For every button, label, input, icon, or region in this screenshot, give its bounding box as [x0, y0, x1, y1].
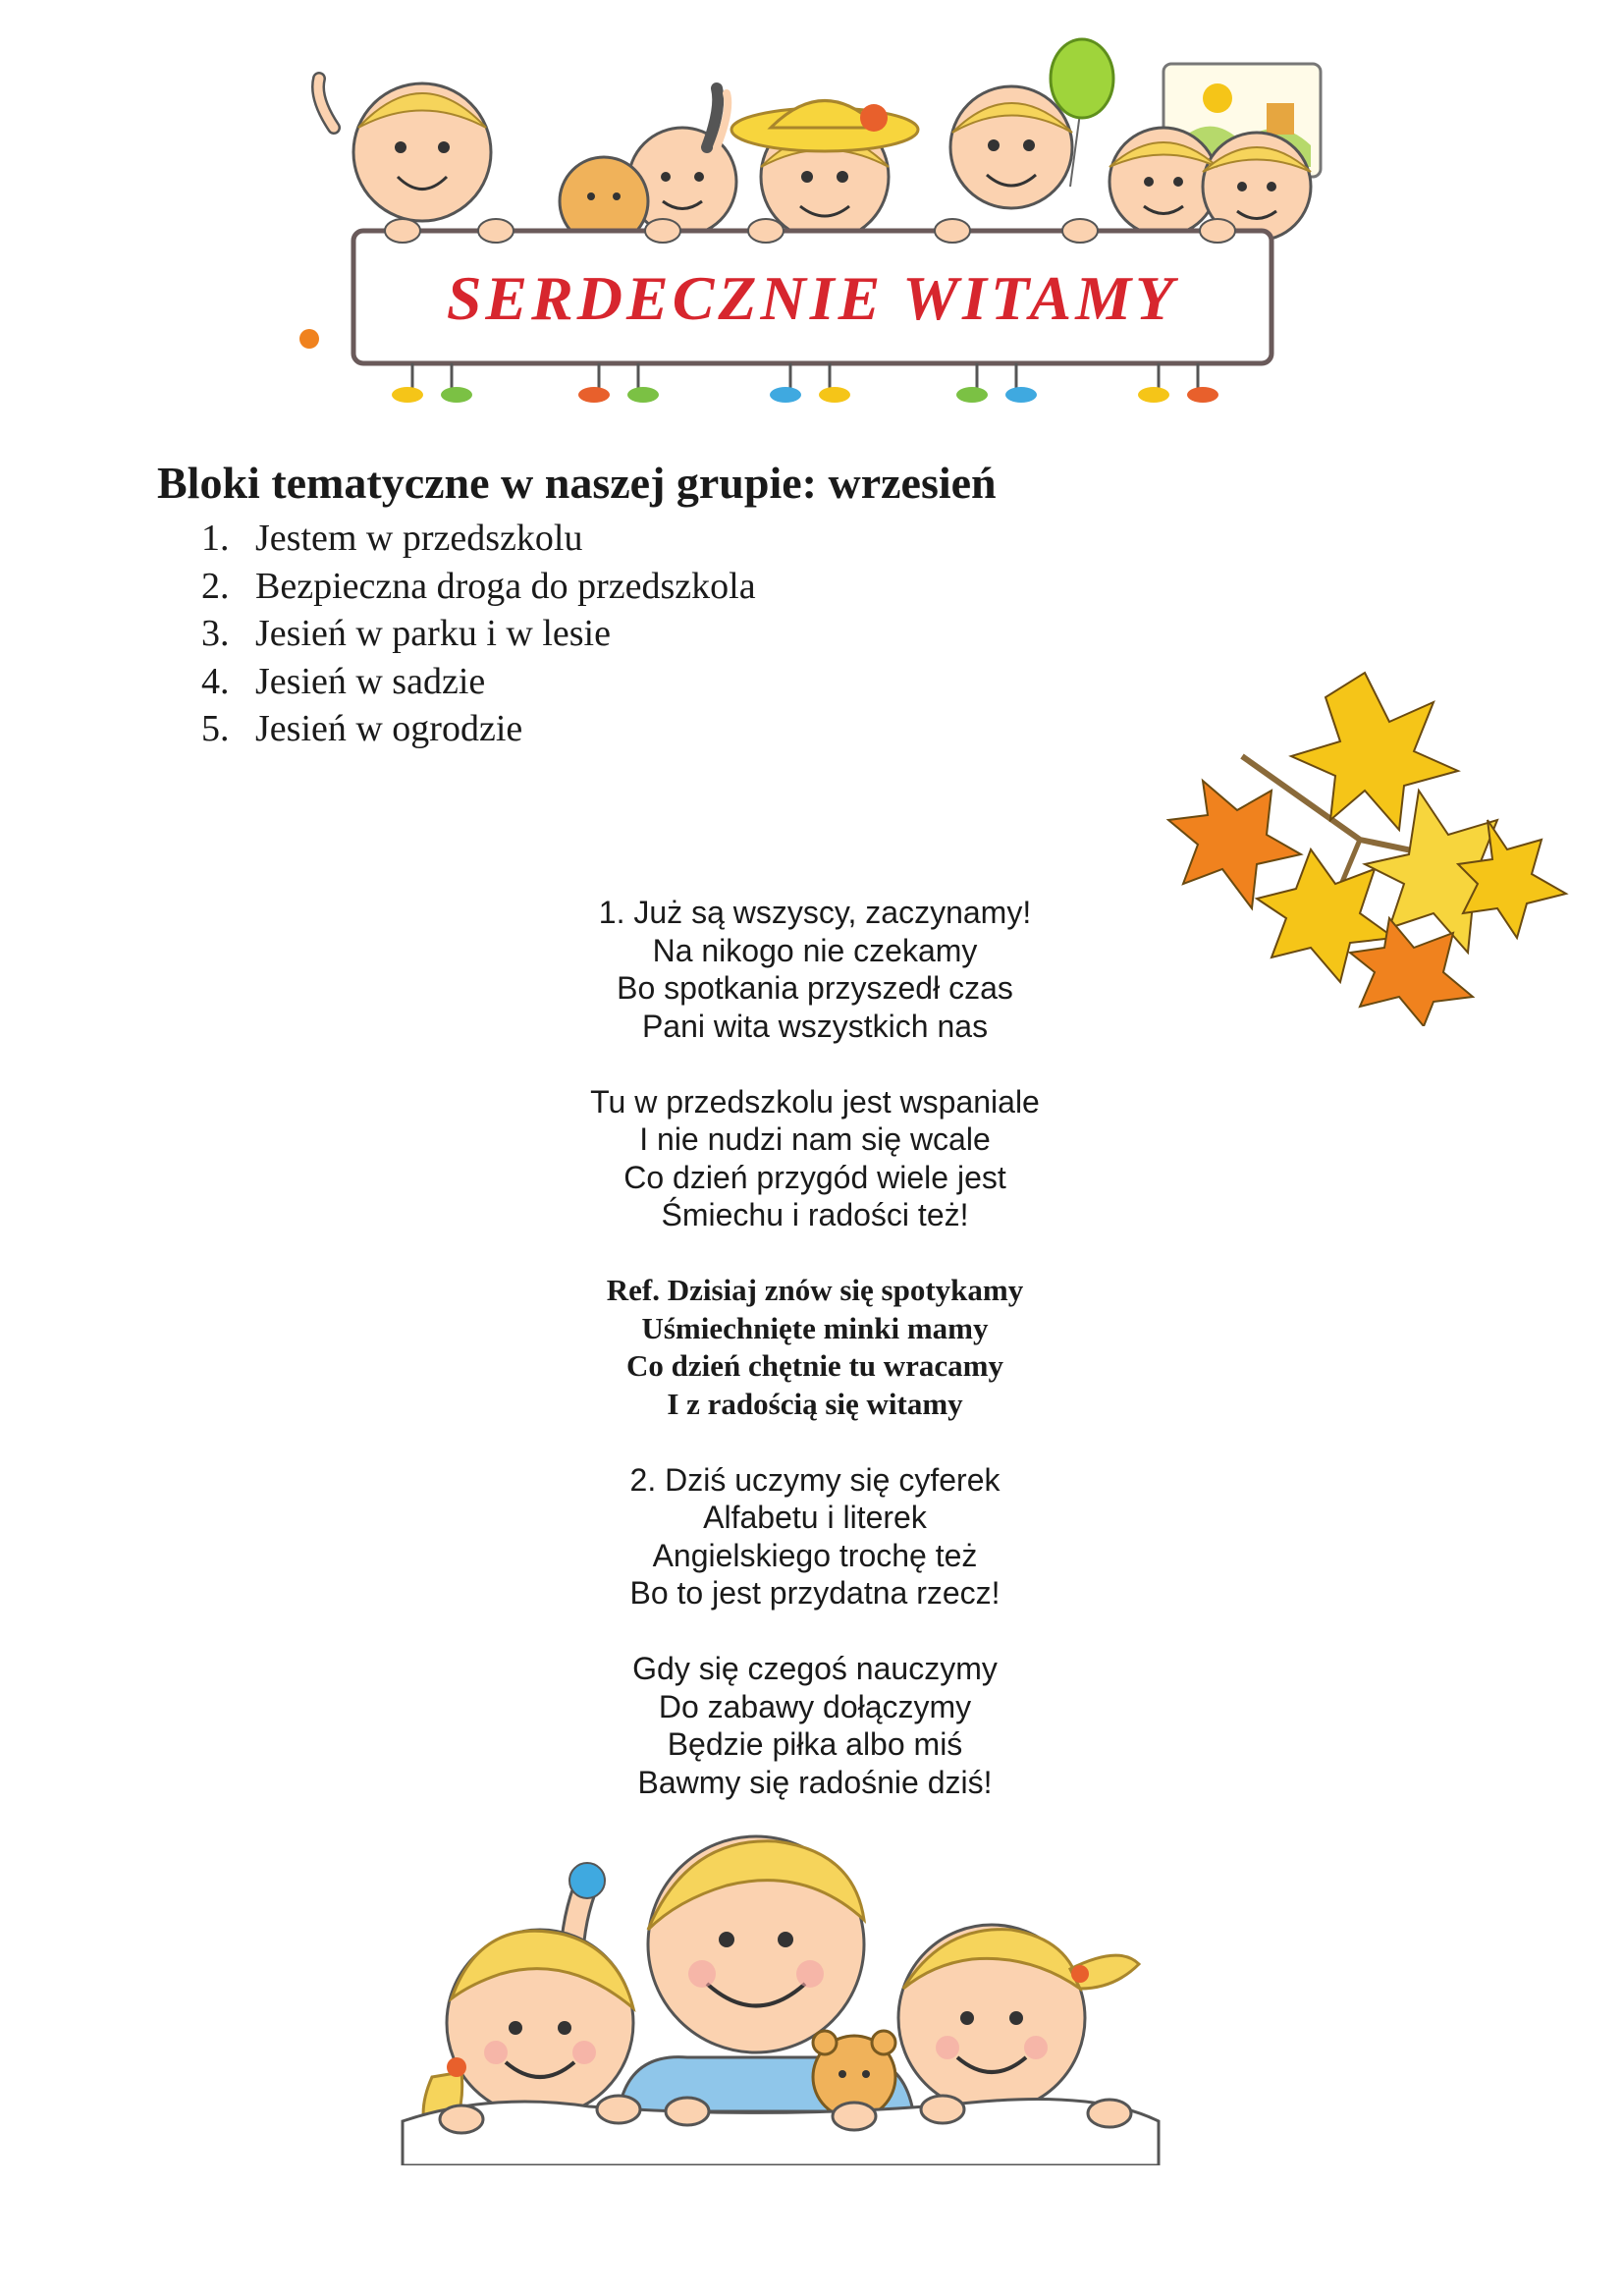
list-item-number: 4. [201, 660, 230, 702]
list-item [201, 658, 756, 706]
stanza [520, 894, 1109, 1045]
list-item-label: Jesień w ogrodzie [255, 708, 523, 749]
song-lyrics [520, 894, 1109, 1839]
list-item-number: 3. [201, 613, 230, 654]
lyric-line: Tu w przedszkolu jest wspaniale [590, 1083, 1040, 1120]
lyric-line: Do zabawy dołączymy [658, 1688, 972, 1724]
topic-list [201, 515, 756, 753]
lyric-line: Alfabetu i literek [703, 1500, 927, 1535]
lyric-line: 2. Dziś uczymy się cyferek [629, 1461, 1001, 1498]
list-item [201, 515, 756, 563]
welcome-banner-illustration [275, 20, 1355, 408]
autumn-leaves-illustration [1163, 663, 1571, 1026]
lyric-line: Będzie piłka albo miś [667, 1726, 963, 1762]
lyric-line: Bo spotkania przyszedł czas [617, 970, 1013, 1006]
list-item-number: 1. [201, 518, 230, 559]
list-item-number: 5. [201, 708, 230, 749]
list-item-label: Bezpieczna droga do przedszkola [255, 565, 756, 607]
stanza [520, 1083, 1109, 1234]
list-item [201, 563, 756, 611]
list-item-number: 2. [201, 565, 230, 607]
lyric-line: Śmiechu i radości też! [661, 1197, 969, 1232]
lyric-line: Bawmy się radośnie dziś! [637, 1764, 993, 1800]
list-item [201, 705, 756, 753]
lyric-line: Co dzień chętnie tu wracamy [626, 1348, 1003, 1383]
kids-peeking-illustration [393, 1827, 1168, 2165]
list-item-label: Jesień w parku i w lesie [255, 613, 611, 654]
list-item-label: Jestem w przedszkolu [255, 518, 583, 559]
page-title: Bloki tematyczne w naszej grupie: wrzesień [157, 458, 997, 508]
lyric-line: 1. Już są wszyscy, zaczynamy! [598, 895, 1032, 930]
stanza [520, 1461, 1109, 1613]
lyric-line: Co dzień przygód wiele jest [623, 1159, 1006, 1195]
lyric-line: Pani wita wszystkich nas [641, 1008, 989, 1044]
stanza [520, 1650, 1109, 1801]
list-item-label: Jesień w sadzie [255, 660, 486, 702]
refrain-stanza [520, 1272, 1109, 1423]
lyric-line: Ref. Dzisiaj znów się spotykamy [606, 1273, 1024, 1307]
lyric-line: I z radością się witamy [667, 1386, 963, 1421]
lyric-line: Bo to jest przydatna rzecz! [629, 1575, 1001, 1611]
lyric-line: Gdy się czegoś nauczymy [632, 1651, 998, 1686]
lyric-line: I nie nudzi nam się wcale [639, 1121, 991, 1157]
banner-title: SERDECZNIE WITAMY [446, 263, 1178, 333]
list-item [201, 610, 756, 658]
lyric-line: Angielskiego trochę też [652, 1537, 978, 1573]
lyric-line: Na nikogo nie czekamy [652, 932, 978, 968]
lyric-line: Uśmiechnięte minki mamy [641, 1310, 989, 1345]
